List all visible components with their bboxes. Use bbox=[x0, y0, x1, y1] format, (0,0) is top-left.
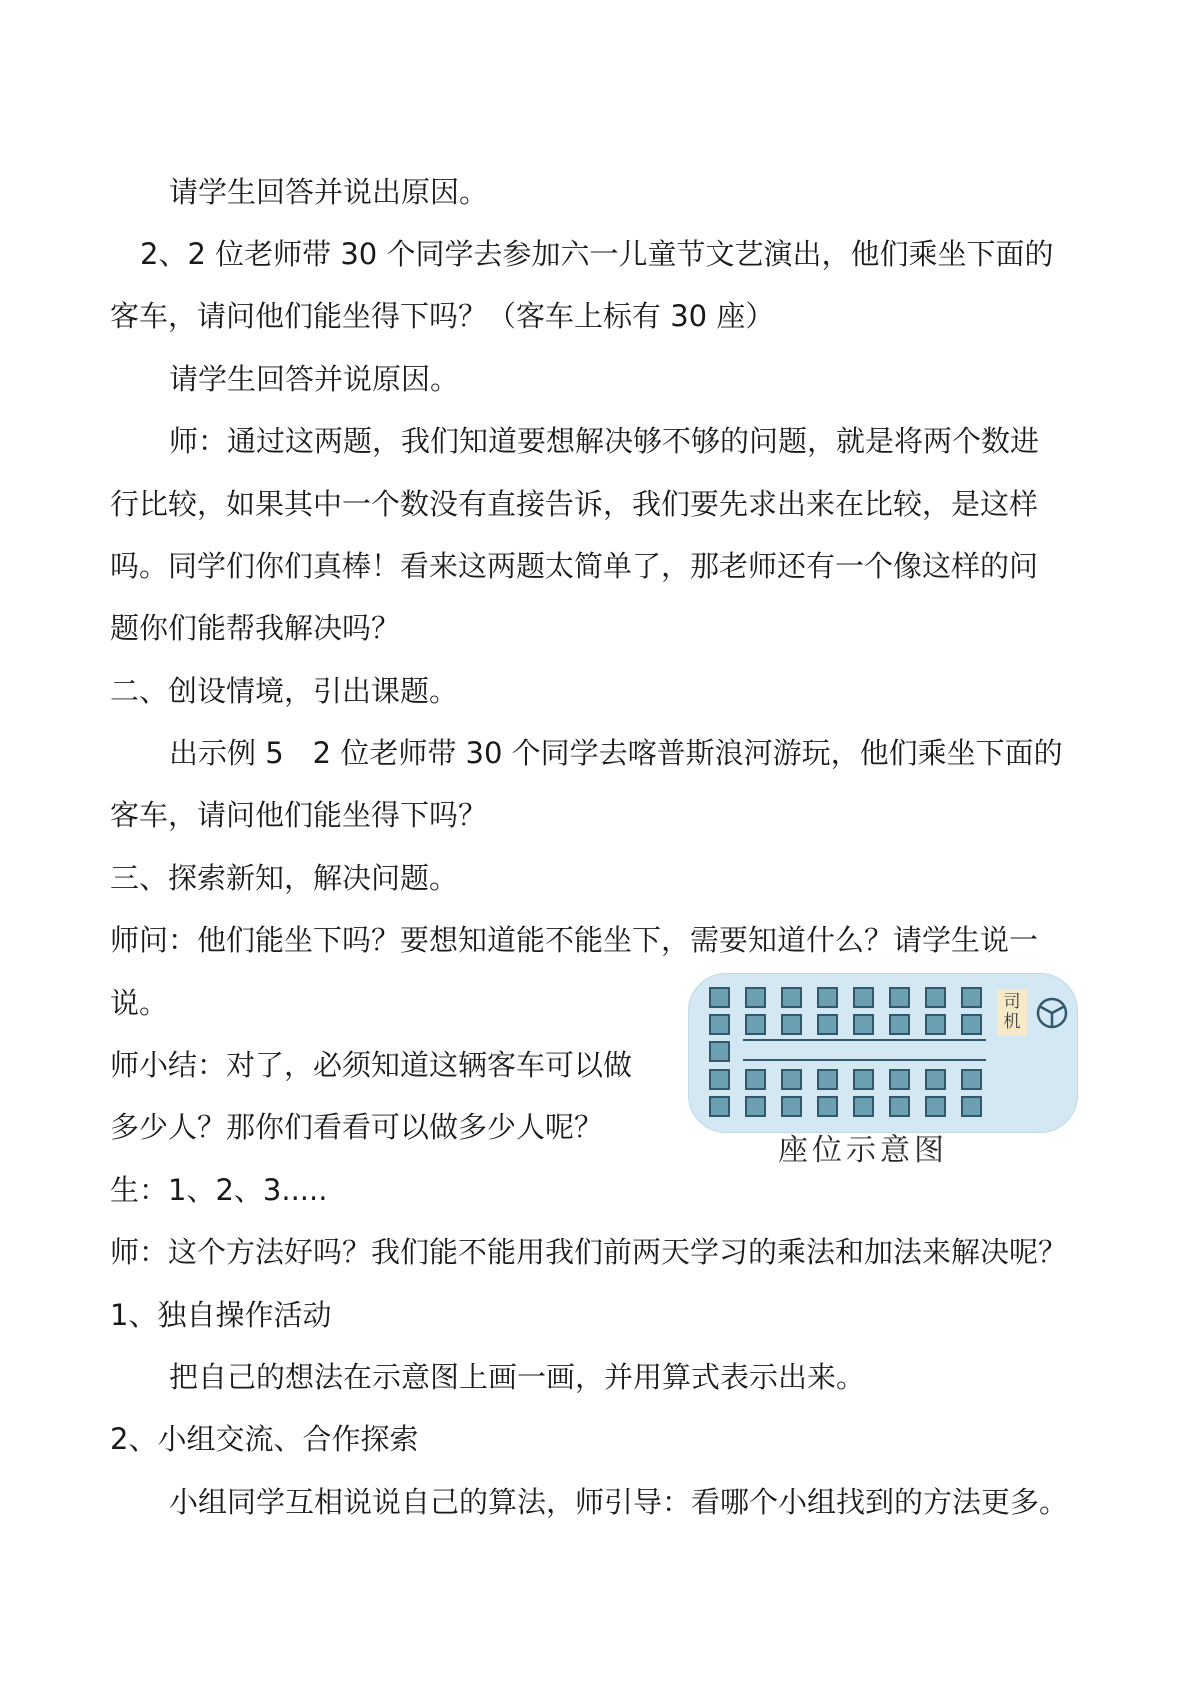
seat bbox=[709, 1069, 730, 1090]
seat bbox=[817, 1069, 838, 1090]
section-heading: 三、探索新知，解决问题。 bbox=[110, 861, 459, 895]
seat bbox=[961, 1014, 982, 1035]
text-line: 出示例 5 2 位老师带 30 个同学去喀普斯浪河游玩，他们乘坐下面的 bbox=[169, 736, 1063, 770]
steering-wheel-icon bbox=[1035, 996, 1069, 1030]
text-line: 师：通过这两题，我们知道要想解决够不够的问题，就是将两个数进 bbox=[169, 424, 1040, 458]
text-line: 多少人？那你们看看可以做多少人呢？ bbox=[110, 1110, 604, 1144]
figure-caption: 座位示意图 bbox=[778, 1133, 948, 1168]
seat bbox=[781, 1069, 802, 1090]
seat bbox=[745, 1096, 766, 1117]
seat bbox=[853, 1069, 874, 1090]
seat bbox=[889, 1096, 910, 1117]
driver-label-char: 司 bbox=[1003, 992, 1021, 1012]
text-line: 生：1、2、3..... bbox=[110, 1173, 328, 1207]
aisle-line bbox=[743, 1039, 986, 1041]
text-line: 把自己的想法在示意图上画一画，并用算式表示出来。 bbox=[169, 1360, 866, 1394]
seat bbox=[781, 1014, 802, 1035]
text-line: 吗。同学们你们真棒！看来这两题太简单了，那老师还有一个像这样的问 bbox=[110, 549, 1039, 583]
text-line: 1、独自操作活动 bbox=[110, 1298, 332, 1332]
text-line: 行比较，如果其中一个数没有直接告诉，我们要先求出来在比较，是这样 bbox=[110, 487, 1039, 521]
seat bbox=[961, 987, 982, 1008]
text-line: 师：这个方法好吗？我们能不能用我们前两天学习的乘法和加法来解决呢？ bbox=[110, 1235, 1068, 1269]
text-line: 客车，请问他们能坐得下吗？（客车上标有 30 座） bbox=[110, 299, 775, 333]
seat bbox=[889, 1014, 910, 1035]
seat bbox=[925, 1014, 946, 1035]
seat bbox=[817, 1096, 838, 1117]
seat bbox=[961, 1069, 982, 1090]
bus-outline bbox=[688, 973, 1078, 1133]
seat-diagram bbox=[688, 973, 1078, 1173]
seat bbox=[817, 1014, 838, 1035]
section-heading: 二、创设情境，引出课题。 bbox=[110, 674, 459, 708]
text-line: 题你们能帮我解决吗？ bbox=[110, 611, 401, 645]
text-line: 师小结：对了，必须知道这辆客车可以做 bbox=[110, 1048, 633, 1082]
seat bbox=[781, 987, 802, 1008]
seat bbox=[709, 987, 730, 1008]
text-line: 请学生回答并说原因。 bbox=[169, 362, 460, 396]
seat bbox=[745, 1014, 766, 1035]
seat bbox=[709, 1041, 730, 1062]
text-line: 说。 bbox=[110, 986, 169, 1020]
seat bbox=[745, 1069, 766, 1090]
text-line: 客车，请问他们能坐得下吗？ bbox=[110, 798, 488, 832]
seat bbox=[925, 1096, 946, 1117]
seat bbox=[781, 1096, 802, 1117]
seat bbox=[889, 987, 910, 1008]
seat bbox=[709, 1014, 730, 1035]
text-line: 小组同学互相说说自己的算法，师引导：看哪个小组找到的方法更多。 bbox=[169, 1485, 1069, 1519]
seat bbox=[853, 1096, 874, 1117]
seat bbox=[709, 1096, 730, 1117]
seat bbox=[961, 1096, 982, 1117]
seat bbox=[853, 987, 874, 1008]
text-line: 师问：他们能坐下吗？要想知道能不能坐下，需要知道什么？请学生说一 bbox=[110, 923, 1039, 957]
driver-label bbox=[997, 990, 1027, 1036]
seat bbox=[925, 1069, 946, 1090]
seat bbox=[925, 987, 946, 1008]
driver-label-char: 机 bbox=[1003, 1012, 1021, 1032]
seat bbox=[853, 1014, 874, 1035]
seat bbox=[817, 987, 838, 1008]
text-line: 请学生回答并说出原因。 bbox=[169, 175, 489, 209]
text-line: 2、小组交流、合作探索 bbox=[110, 1422, 419, 1456]
aisle-line bbox=[743, 1059, 986, 1061]
text-line: 2、2 位老师带 30 个同学去参加六一儿童节文艺演出，他们乘坐下面的 bbox=[140, 237, 1054, 271]
seat bbox=[889, 1069, 910, 1090]
seat bbox=[745, 987, 766, 1008]
